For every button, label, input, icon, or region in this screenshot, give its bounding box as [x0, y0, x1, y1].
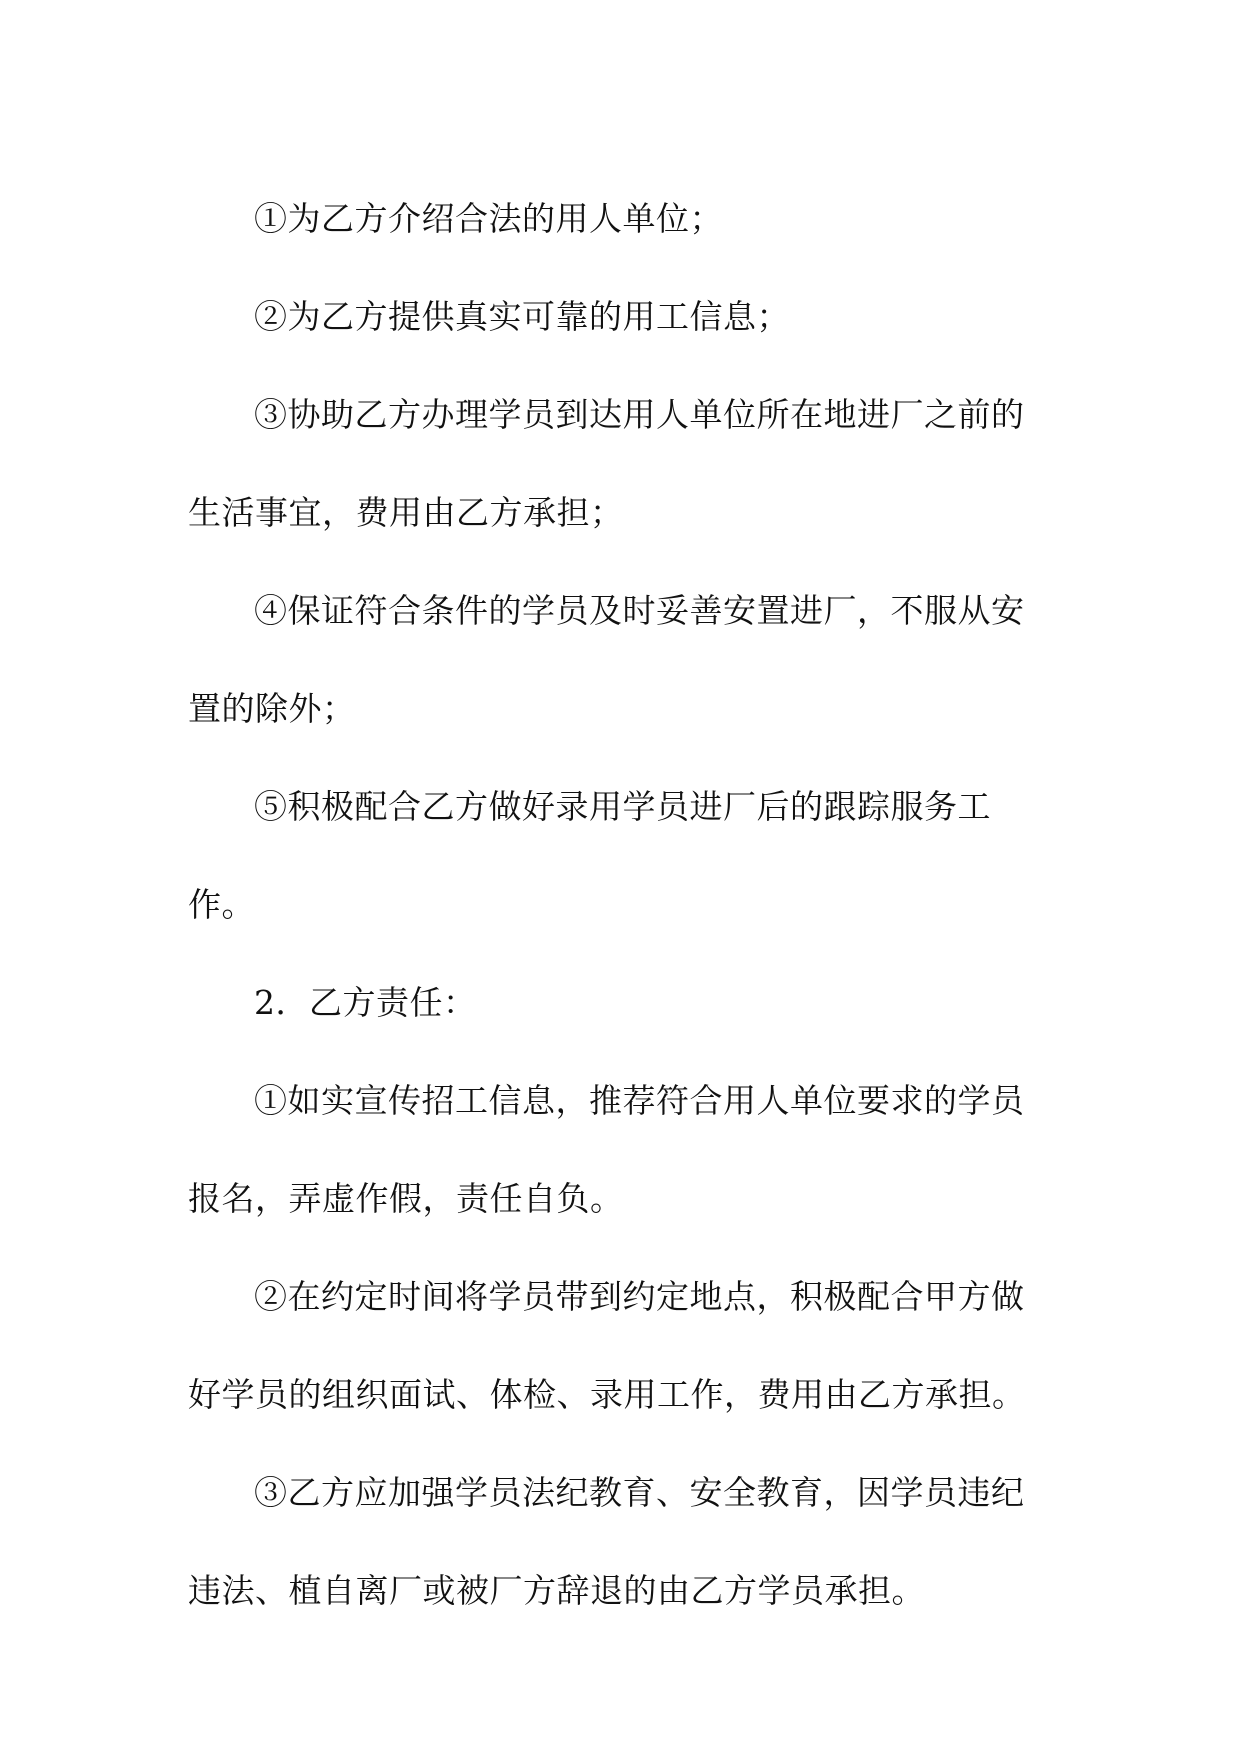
document-body	[188, 170, 1026, 1640]
text-line: ③乙方应加强学员法纪教育、安全教育，因学员违纪	[254, 1473, 1025, 1512]
text-line: 作。	[188, 885, 255, 924]
text-line: ①为乙方介绍合法的用人单位；	[254, 199, 723, 238]
section-heading: 2．乙方责任：	[254, 983, 477, 1022]
text-line: ②为乙方提供真实可靠的用工信息；	[254, 297, 790, 336]
text-line: ①如实宣传招工信息，推荐符合用人单位要求的学员	[254, 1081, 1025, 1120]
text-line: ⑤积极配合乙方做好录用学员进厂后的跟踪服务工	[254, 787, 991, 826]
text-line: 生活事宜，费用由乙方承担；	[188, 493, 624, 532]
text-line: ③协助乙方办理学员到达用人单位所在地进厂之前的	[254, 395, 1025, 434]
text-line: 置的除外；	[188, 689, 356, 728]
text-line: 违法、植自离厂或被厂方辞退的由乙方学员承担。	[188, 1571, 925, 1610]
text-line: 报名，弄虚作假，责任自负。	[188, 1179, 624, 1218]
text-line: 好学员的组织面试、体检、录用工作，费用由乙方承担。	[188, 1375, 1026, 1414]
text-line: ④保证符合条件的学员及时妥善安置进厂，不服从安	[254, 591, 1025, 630]
text-line: ②在约定时间将学员带到约定地点，积极配合甲方做	[254, 1277, 1025, 1316]
